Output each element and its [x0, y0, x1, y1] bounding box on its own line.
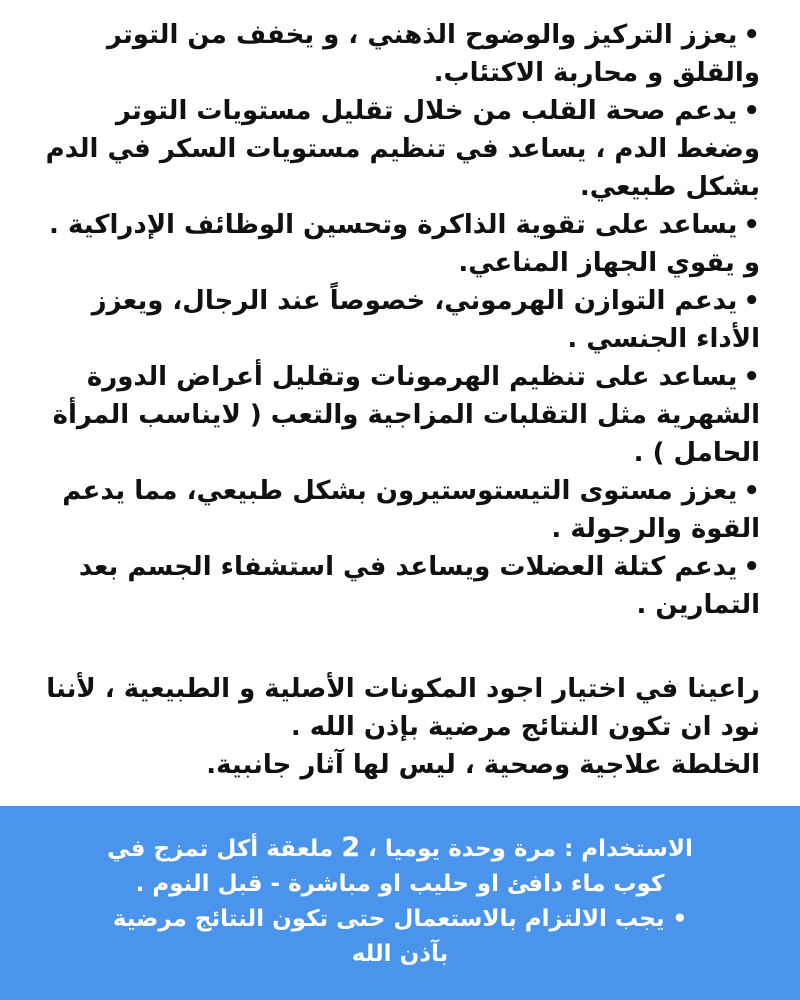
bullet-icon: • — [743, 20, 760, 50]
bullet-icon: • — [743, 476, 760, 506]
commitment-note — [90, 902, 710, 972]
commitment-text: يجب الالتزام بالاستعمال حتى تكون النتائج مرضية بآذن الله — [112, 906, 665, 967]
benefit-item — [40, 358, 760, 472]
spoon-count: 2 — [341, 832, 361, 863]
benefit-item — [40, 16, 760, 92]
side-effects-statement: الخلطة علاجية وصحية ، ليس لها آثار جانبية. — [206, 750, 760, 780]
closing-note — [40, 670, 760, 784]
benefit-text: يساعد على تنظيم الهرمونات وتقليل أعراض الدورة الشهرية مثل التقلبات المزاجية والتعب ( لايناسب المرأة الحامل ) . — [52, 362, 760, 468]
bullet-icon: • — [743, 210, 760, 240]
benefit-text: يدعم كتلة العضلات ويساعد في استشفاء الجسم بعد التمارين . — [78, 552, 760, 620]
bullet-icon: • — [672, 906, 688, 932]
benefits-list — [40, 16, 760, 624]
ingredients-statement: راعينا في اختيار اجود المكونات الأصلية و الطبيعية ، لأننا نود ان تكون النتائج مرضية بإذن الله . — [46, 674, 760, 742]
benefit-item — [40, 548, 760, 624]
benefit-text: يساعد على تقوية الذاكرة وتحسين الوظائف الإدراكية . و يقوي الجهاز المناعي. — [49, 210, 760, 278]
benefit-item — [40, 206, 760, 282]
benefit-item — [40, 92, 760, 206]
benefit-text: يدعم التوازن الهرموني، خصوصاً عند الرجال، ويعزز الأداء الجنسي . — [91, 286, 760, 354]
bullet-icon: • — [743, 286, 760, 316]
bullet-icon: • — [743, 362, 760, 392]
benefit-text: يدعم صحة القلب من خلال تقليل مستويات التوتر وضغط الدم ، يساعد في تنظيم مستويات السكر في الدم بشكل طبيعي. — [45, 96, 760, 202]
usage-details: ملعقة أكل تمزج في كوب ماء دافئ او حليب او مباشرة - قبل النوم . — [107, 836, 665, 897]
benefit-item — [40, 282, 760, 358]
usage-instructions — [90, 830, 710, 902]
usage-panel — [0, 806, 800, 1000]
benefit-text: يعزز التركيز والوضوح الذهني ، و يخفف من التوتر والقلق و محاربة الاكتئاب. — [106, 20, 760, 88]
usage-label: الاستخدام : مرة وحدة يوميا ، — [360, 836, 693, 862]
benefit-item — [40, 472, 760, 548]
bullet-icon: • — [743, 552, 760, 582]
benefit-text: يعزز مستوى التيستوستيرون بشكل طبيعي، مما يدعم القوة والرجولة . — [62, 476, 760, 544]
bullet-icon: • — [743, 96, 760, 126]
